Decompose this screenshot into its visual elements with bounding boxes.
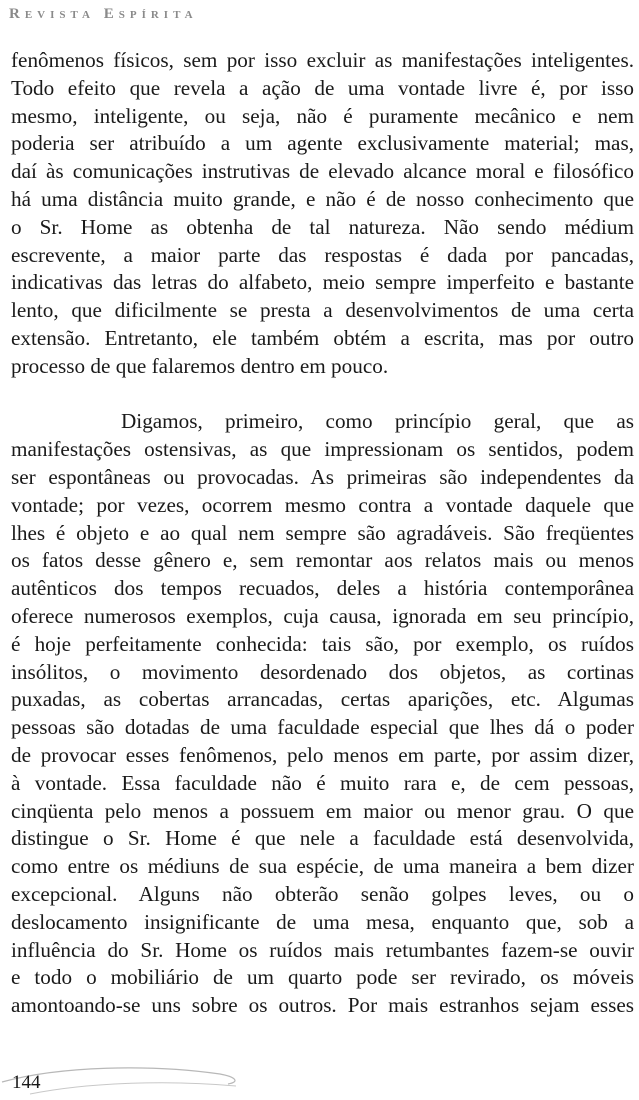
text-line: oferece numerosos exemplos, cuja causa, ignorada em seu princípio,	[11, 603, 634, 628]
text-line: indicativas das letras do alfabeto, meio sempre imperfeito e bastante	[11, 270, 634, 295]
text-line: Todo efeito que revela a ação de uma vontade livre é, por isso	[11, 75, 634, 100]
running-header: Revista Espírita	[9, 6, 198, 22]
text-line: mesmo, inteligente, ou seja, não é puramente mecânico e nem	[11, 103, 634, 128]
text-line: lento, que dificilmente se presta a desenvolvimentos de uma certa	[11, 298, 634, 323]
text-line: distingue o Sr. Home é que nele a faculdade está desenvolvida,	[11, 826, 634, 851]
text-line: excepcional. Alguns não obterão senão golpes leves, ou o	[11, 881, 634, 906]
text-line: daí às comunicações instrutivas de elevado alcance moral e filosófico	[11, 159, 634, 184]
text-line: autênticos dos tempos recuados, deles a história contemporânea	[11, 576, 634, 601]
text-line: escrevente, a maior parte das respostas é dada por pancadas,	[11, 242, 634, 267]
text-line: puxadas, as cobertas arrancadas, certas aparições, etc. Algumas	[11, 687, 634, 712]
text-line: fenômenos físicos, sem por isso excluir as manifestações inteligentes.	[11, 48, 634, 72]
text-line: como entre os médiuns de sua espécie, de uma maneira a bem dizer	[11, 854, 634, 879]
text-line: amontoando-se uns sobre os outros. Por mais estranhos sejam esses	[11, 993, 634, 1018]
page-number: 144	[12, 1072, 41, 1093]
text-line: é hoje perfeitamente conhecida: tais são, por exemplo, os ruídos	[11, 631, 634, 656]
text-line: vontade; por vezes, ocorrem mesmo contra a vontade daquele que	[11, 492, 634, 517]
paragraph-1	[11, 47, 634, 381]
text-line: o Sr. Home as obtenha de tal natureza. Não sendo médium	[11, 214, 634, 239]
text-line: lhes é objeto e ao qual nem sempre são agradáveis. São freqüentes	[11, 520, 634, 545]
text-line: os fatos desse gênero e, sem remontar aos relatos mais ou menos	[11, 548, 634, 573]
text-line: à vontade. Essa faculdade não é muito rara e, de cem pessoas,	[11, 770, 634, 795]
paragraph-gap	[11, 381, 634, 409]
text-line: poderia ser atribuído a um agente exclusivamente material; mas,	[11, 131, 634, 156]
text-line: Digamos, primeiro, como princípio geral, que as	[121, 409, 634, 434]
text-line: e todo o mobiliário de um quarto pode ser revirado, os móveis	[11, 965, 634, 990]
text-line: insólitos, o movimento desordenado dos objetos, as cortinas	[11, 659, 634, 684]
text-line: processo de que falaremos dentro em pouco.	[11, 353, 389, 378]
text-line: pessoas são dotadas de uma faculdade especial que lhes dá o poder	[11, 715, 634, 740]
text-line: cinqüenta pelo menos a possuem em maior ou menor grau. O que	[11, 798, 634, 823]
text-line: de provocar esses fenômenos, pelo menos em parte, por assim dizer,	[11, 742, 634, 767]
text-line: manifestações ostensivas, as que impressionam os sentidos, podem	[11, 437, 634, 462]
text-line: ser espontâneas ou provocadas. As primeiras são independentes da	[11, 464, 634, 489]
paragraph-2	[11, 408, 634, 1020]
body-text	[11, 47, 634, 1020]
text-line: há uma distância muito grande, e não é de nosso conhecimento que	[11, 186, 634, 211]
text-line: extensão. Entretanto, ele também obtém a escrita, mas por outro	[11, 325, 634, 350]
text-line: influência do Sr. Home os ruídos mais retumbantes fazem-se ouvir	[11, 937, 634, 962]
text-line-indented	[11, 408, 634, 436]
text-line: deslocamento insignificante de uma mesa, enquanto que, sob a	[11, 909, 634, 934]
